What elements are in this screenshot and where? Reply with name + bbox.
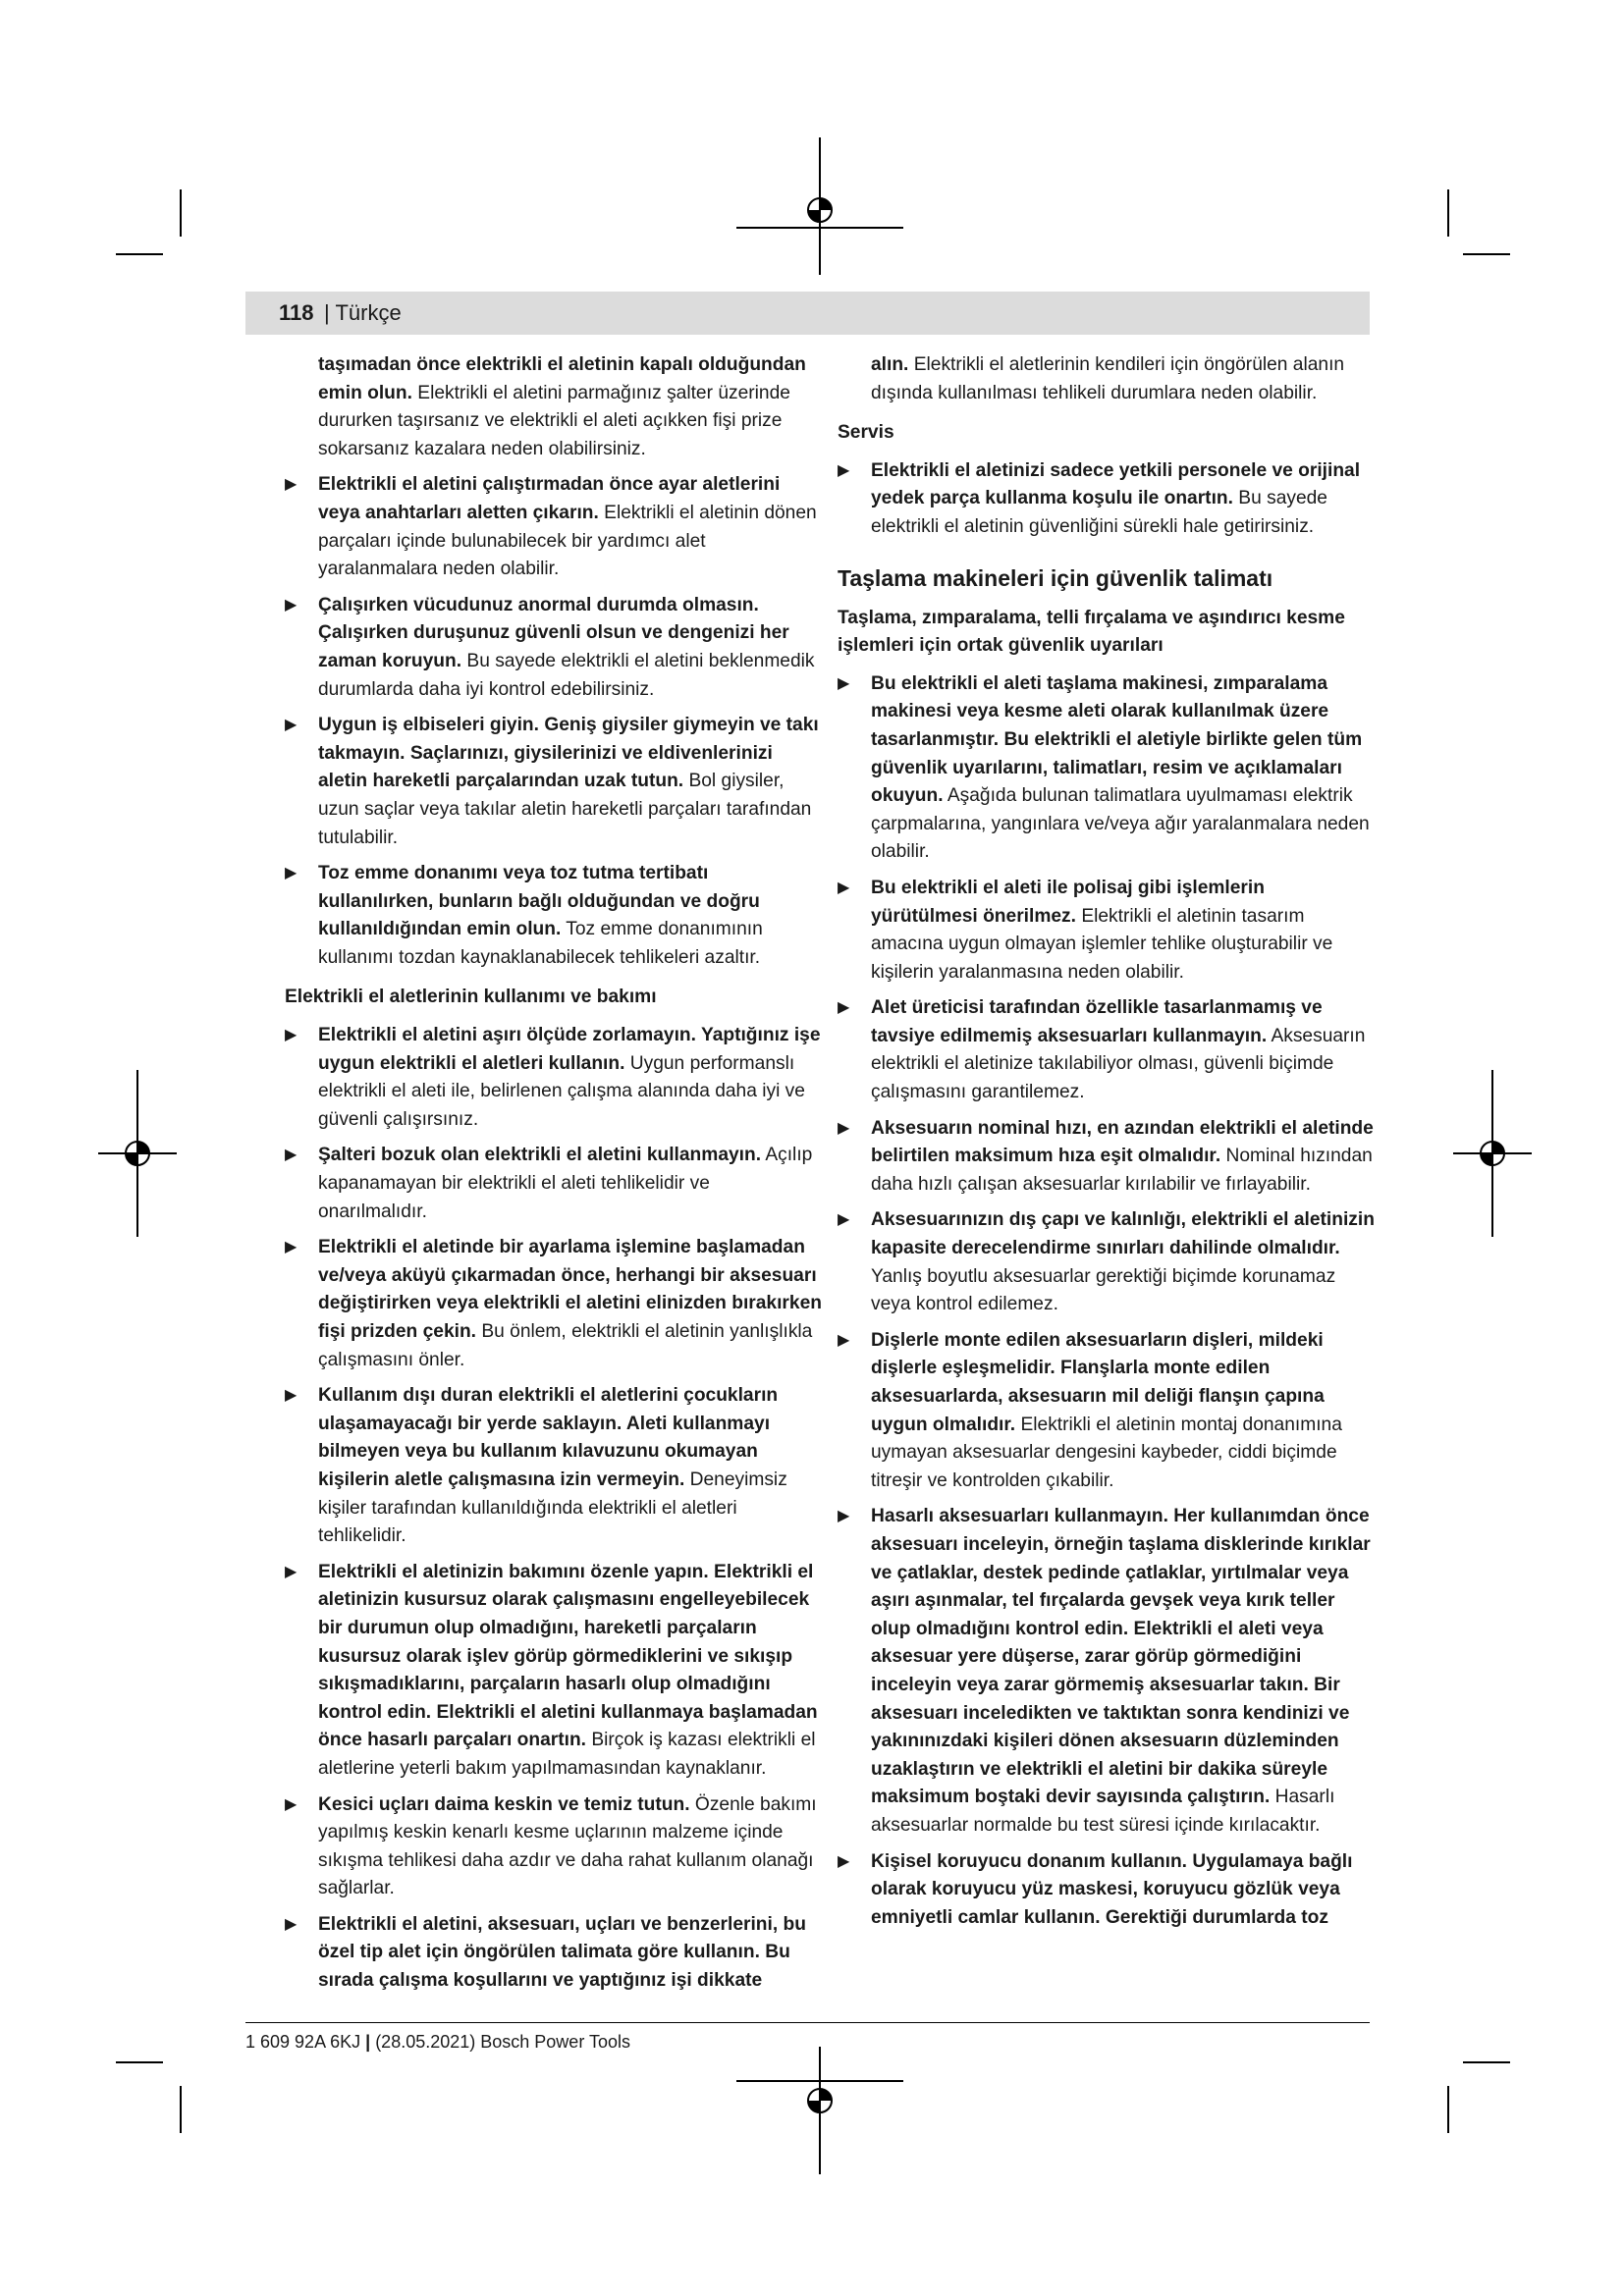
safety-instruction bbox=[838, 994, 1376, 1106]
instruction-text: Bol giysiler, uzun saçlar veya takılar aletin hareketli parçaları tarafından tutulabilir. bbox=[318, 771, 812, 848]
page-header bbox=[245, 292, 1370, 335]
instruction-text: Elektrikli el aletinin tasarım amacına uygun olmayan işlemler tehlike oluşturabilir ve kişilerin yaralanmasına neden olabilir. bbox=[871, 905, 1333, 983]
safety-instruction bbox=[838, 1327, 1376, 1496]
instruction-bold-text: Aksesuarın nominal hızı, en azından elektrikli el aletinde belirtilen maksimum hıza eşit olmalıdır. bbox=[871, 1117, 1374, 1167]
instruction-bold-text: Bu elektrikli el aleti ile polisaj gibi işlemlerin yürütülmesi önerilmez. bbox=[871, 877, 1265, 927]
crop-mark-bottom-left-v bbox=[180, 2086, 182, 2133]
instruction-bold-text: Bu elektrikli el aleti taşlama makinesi, zımparalama makinesi veya kesme aleti olarak kullanılmak üzere tasarlanmıştır. Bu elektrikli el aletiyle birlikte gelen tüm güvenlik uyarılarını, talimatları, resim ve açıklamaları okuyun. bbox=[871, 672, 1363, 807]
instruction-text: Nominal hızından daha hızlı çalışan aksesuarlar kırılabilir ve fırlayabilir. bbox=[871, 1146, 1373, 1195]
instruction-bold-text: Uygun iş elbiseleri giyin. Geniş giysiler giymeyin ve takı takmayın. Saçlarınızı, giysilerinizi ve eldivenlerinizi aletin hareketli parçalarından uzak tutun. bbox=[318, 715, 819, 792]
instruction-text: Uygun performanslı elektrikli el aleti ile, belirlenen çalışma alanında daha iyi ve güvenli çalışırsınız. bbox=[318, 1052, 805, 1130]
header-language: | Türkçe bbox=[324, 300, 402, 325]
bullet-triangle-icon: ▶ bbox=[285, 1027, 298, 1044]
safety-instruction bbox=[285, 860, 823, 972]
page-number: 118 bbox=[279, 300, 314, 325]
footer-rule bbox=[245, 2022, 1370, 2023]
footer-separator: | bbox=[365, 2032, 371, 2052]
crop-mark-top-left-v bbox=[180, 189, 182, 237]
safety-instruction bbox=[285, 592, 823, 704]
instruction-bold-text: Kesici uçları daima keskin ve temiz tutun. bbox=[318, 1793, 690, 1815]
safety-instruction bbox=[285, 1791, 823, 1903]
bullet-triangle-icon: ▶ bbox=[285, 596, 298, 614]
registration-mark-left bbox=[98, 1070, 177, 1237]
bullet-triangle-icon: ▶ bbox=[838, 999, 850, 1017]
instruction-text: Toz emme donanımının kullanımı tozdan kaynaklanabilecek tehlikeleri azaltır. bbox=[318, 919, 763, 968]
page-footer bbox=[245, 2032, 630, 2053]
safety-instruction bbox=[838, 1503, 1376, 1840]
crop-mark-top-right-h bbox=[1463, 253, 1510, 255]
continued-paragraph bbox=[285, 351, 823, 463]
bullet-triangle-icon: ▶ bbox=[838, 1119, 850, 1137]
bullet-triangle-icon: ▶ bbox=[838, 674, 850, 692]
registration-mark-bottom bbox=[736, 2047, 903, 2174]
instruction-bold-text: Alet üreticisi tarafından özellikle tasarlanmamış ve tavsiye edilmemiş aksesuarları kullanmayın. bbox=[871, 997, 1323, 1046]
crop-mark-bottom-left-h bbox=[116, 2061, 163, 2063]
right-column bbox=[838, 351, 1376, 1940]
instruction-text: Elektrikli el aletinin dönen parçaları içinde bulunabilecek bir yardımcı alet yaralanmalara neden olabilir. bbox=[318, 502, 817, 580]
instruction-text: Bu sayede elektrikli el aletini beklenmedik durumlarda daha iyi kontrol edebilirsiniz. bbox=[318, 650, 815, 700]
instruction-bold-text: Çalışırken vücudunuz anormal durumda olmasın. Çalışırken duruşunuz güvenli olsun ve dengenizi her zaman koruyun. bbox=[318, 594, 789, 671]
bullet-triangle-icon: ▶ bbox=[285, 1795, 298, 1813]
registration-mark-top bbox=[736, 137, 903, 275]
bullet-triangle-icon: ▶ bbox=[285, 476, 298, 494]
instruction-bold-text: Hasarlı aksesuarları kullanmayın. Her kullanımdan önce aksesuarı inceleyin, örneğin taşlama disklerinde kırıklar ve çatlaklar, destek pedinde çatlaklar, yırtılmalar veya aşırı aşınmalar, tel fırçalarda gevşek veya kırık teller olup olmadığını kontrol edin. Elektrikli el aleti veya aksesuar yere düşerse, zarar görüp görmediğini inceleyin veya zarar görmemiş aksesuarlar takın. Bir aksesuarı inceledikten ve taktıktan sonra kendinizi ve yakınınızdaki kişileri dönen aksesuarın düzleminden uzaklaştırın ve elektrikli el aletini bir dakika süreyle maksimum boştaki devir sayısında çalıştırın. bbox=[871, 1506, 1371, 1808]
safety-instruction bbox=[285, 1559, 823, 1784]
bullet-triangle-icon: ▶ bbox=[285, 1915, 298, 1933]
footer-date-publisher: (28.05.2021) Bosch Power Tools bbox=[375, 2032, 631, 2052]
instruction-text: Aşağıda bulunan talimatlara uyulmaması elektrik çarpmalarına, yangınlara ve/veya ağır yaralanmalara neden olabilir. bbox=[871, 785, 1370, 863]
safety-instruction bbox=[838, 875, 1376, 987]
bullet-triangle-icon: ▶ bbox=[838, 1331, 850, 1349]
bullet-triangle-icon: ▶ bbox=[838, 1852, 850, 1870]
safety-instruction bbox=[838, 670, 1376, 867]
bullet-triangle-icon: ▶ bbox=[285, 1239, 298, 1256]
section-title: Taşlama makineleri için güvenlik talimatı bbox=[838, 564, 1273, 591]
section-subheading: Elektrikli el aletlerinin kullanımı ve bakımı bbox=[285, 987, 657, 1008]
instruction-text: Özenle bakımı yapılmış keskin kenarlı kesme uçlarının malzeme içinde sıkışma tehlikesi daha azdır ve daha rahat kullanım olanağı sağlarlar. bbox=[318, 1793, 817, 1899]
instruction-bold-text: alın. bbox=[871, 354, 909, 375]
safety-instruction bbox=[285, 1911, 823, 1996]
safety-instruction bbox=[285, 1142, 823, 1226]
crop-mark-top-right-v bbox=[1447, 189, 1449, 237]
bullet-triangle-icon: ▶ bbox=[838, 1508, 850, 1525]
instruction-bold-text: Elektrikli el aletinde bir ayarlama işlemine başlamadan ve/veya aküyü çıkarmadan önce, herhangi bir aksesuarı değiştirirken veya elektrikli el aletini elinizden bırakırken fişi prizden çekin. bbox=[318, 1237, 822, 1342]
bullet-triangle-icon: ▶ bbox=[285, 1387, 298, 1405]
safety-instruction bbox=[285, 1234, 823, 1374]
safety-instruction bbox=[838, 457, 1376, 542]
instruction-text: Bu sayede elektrikli el aletinin güvenliğini sürekli hale getirirsiniz. bbox=[871, 488, 1327, 537]
instruction-text: Birçok iş kazası elektrikli el aletlerine yeterli bakım yapılmamasından kaynaklanır. bbox=[318, 1730, 816, 1779]
instruction-text: Açılıp kapanamayan bir elektrikli el aleti tehlikelidir ve onarılmalıdır. bbox=[318, 1145, 813, 1222]
instruction-bold-text: Elektrikli el aletinizin bakımını özenle yapın. Elektrikli el aletinizin kusursuz olarak çalışmasını engelleyebilecek bir durumun olup olmadığını, hareketli parçaların kusursuz olarak işlev görüp görmediklerini ve sıkışıp sıkışmadıklarını, parçaların hasarlı olup olmadığını kontrol edin. Elektrikli el aletini kullanmaya başlamadan önce hasarlı parçaları onartın. bbox=[318, 1561, 818, 1751]
instruction-text: Bu önlem, elektrikli el aletinin yanlışlıkla çalışmasını önler. bbox=[318, 1321, 813, 1370]
instruction-text: Hasarlı aksesuarlar normalde bu test süresi içinde kırılacaktır. bbox=[871, 1787, 1335, 1836]
instruction-text: Aksesuarın elektrikli el aletinize takılabiliyor olması, güvenli biçimde çalışmasını garantilemez. bbox=[871, 1025, 1366, 1103]
safety-instruction bbox=[838, 1848, 1376, 1933]
instruction-bold-text: Kişisel koruyucu donanım kullanın. Uygulamaya bağlı olarak koruyucu yüz maskesi, koruyucu gözlük veya emniyetli camlar kullanın. Gerektiği durumlarda toz bbox=[871, 1850, 1353, 1928]
left-column bbox=[285, 351, 823, 2003]
instruction-bold-text: Aksesuarınızın dış çapı ve kalınlığı, elektrikli el aletinizin kapasite derecelendirme sınırları dahilinde olmalıdır. bbox=[871, 1209, 1375, 1259]
instruction-text: Elektrikli el aletinin montaj donanımına uymayan aksesuarlar dengesini kaybeder, ciddi biçimde titreşir ve kontrolden çıkabilir. bbox=[871, 1414, 1342, 1491]
bullet-triangle-icon: ▶ bbox=[838, 1211, 850, 1229]
footer-code: 1 609 92A 6KJ bbox=[245, 2032, 361, 2052]
safety-instruction bbox=[285, 471, 823, 583]
instruction-text: Yanlış boyutlu aksesuarlar gerektiği biçimde korunamaz veya kontrol edilemez. bbox=[871, 1265, 1336, 1315]
instruction-bold-text: taşımadan önce elektrikli el aletinin kapalı olduğundan emin olun. bbox=[318, 354, 806, 403]
safety-instruction bbox=[838, 1115, 1376, 1200]
instruction-bold-text: Elektrikli el aletini, aksesuarı, uçları ve benzerlerini, bu özel tip alet için öngörülen talimata göre kullanın. Bu sırada çalışma koşullarını ve yaptığınız işi dikkate bbox=[318, 1913, 806, 1992]
crop-mark-bottom-right-h bbox=[1463, 2061, 1510, 2063]
instruction-text: Elektrikli el aletlerinin kendileri için öngörülen alanın dışında kullanılması tehlikeli durumlara neden olabilir. bbox=[871, 354, 1345, 403]
instruction-text: Elektrikli el aletini parmağınız şalter üzerinde dururken taşırsanız ve elektrikli el aleti açıkken fişi prize sokarsanız kazalara neden olabilirsiniz. bbox=[318, 382, 790, 459]
instruction-bold-text: Elektrikli el aletinizi sadece yetkili personele ve orijinal yedek parça kullanma koşulu ile onartın. bbox=[871, 459, 1361, 509]
continued-paragraph bbox=[838, 351, 1376, 407]
section-subheading: Servis bbox=[838, 422, 894, 444]
safety-instruction bbox=[838, 1206, 1376, 1318]
crop-mark-bottom-right-v bbox=[1447, 2086, 1449, 2133]
instruction-bold-text: Şalteri bozuk olan elektrikli el aletini kullanmayın. bbox=[318, 1145, 762, 1166]
bullet-triangle-icon: ▶ bbox=[285, 717, 298, 734]
instruction-text: Deneyimsiz kişiler tarafından kullanıldığında elektrikli el aletleri tehlikelidir. bbox=[318, 1468, 787, 1547]
instruction-bold-text: Toz emme donanımı veya toz tutma tertibatı kullanılırken, bunların bağlı olduğundan ve doğru kullanıldığından emin olun. bbox=[318, 863, 760, 940]
registration-mark-right bbox=[1453, 1070, 1532, 1237]
safety-instruction bbox=[285, 1022, 823, 1134]
bullet-triangle-icon: ▶ bbox=[838, 461, 850, 479]
instruction-bold-text: Dişlerle monte edilen aksesuarların dişleri, mildeki dişlerle eşleşmelidir. Flanşlarla monte edilen aksesuarlarda, aksesuarın mil deliği flanşın çapına uygun olmalıdır. bbox=[871, 1329, 1325, 1435]
bullet-triangle-icon: ▶ bbox=[285, 1147, 298, 1164]
bullet-triangle-icon: ▶ bbox=[285, 865, 298, 882]
safety-instruction bbox=[285, 712, 823, 852]
bullet-triangle-icon: ▶ bbox=[838, 879, 850, 896]
instruction-bold-text: Elektrikli el aletini çalıştırmadan önce ayar aletlerini veya anahtarları aletten çıkarın. bbox=[318, 474, 781, 523]
bullet-triangle-icon: ▶ bbox=[285, 1563, 298, 1580]
instruction-bold-text: Elektrikli el aletini aşırı ölçüde zorlamayın. Yaptığınız işe uygun elektrikli el aletleri kullanın. bbox=[318, 1025, 821, 1074]
crop-mark-top-left-h bbox=[116, 253, 163, 255]
section-subheading: Taşlama, zımparalama, telli fırçalama ve aşındırıcı kesme işlemleri için ortak güvenlik uyarıları bbox=[838, 607, 1345, 657]
instruction-bold-text: Kullanım dışı duran elektrikli el aletlerini çocukların ulaşamayacağı bir yerde saklayın. Aleti kullanmayı bilmeyen veya bu kullanım kılavuzunu okumayan kişilerin aletle çalışmasına izin vermeyin. bbox=[318, 1385, 779, 1490]
safety-instruction bbox=[285, 1382, 823, 1551]
